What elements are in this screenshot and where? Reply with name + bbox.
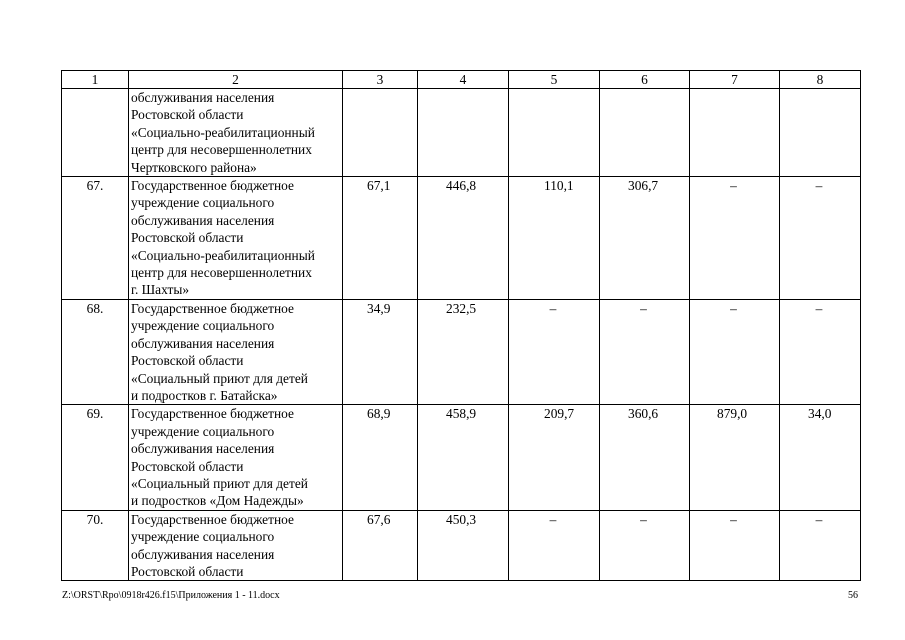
institution-name-line: обслуживания населения [131, 546, 275, 562]
value-cell: 360,6 [600, 405, 690, 510]
row-number: 68. [62, 299, 129, 404]
institution-name [129, 510, 343, 581]
value-cell: 232,5 [418, 299, 509, 404]
institution-name-line: обслуживания населения [131, 90, 275, 105]
value-cell [690, 89, 780, 177]
institution-name-line: Ростовской области [131, 353, 244, 369]
column-header: 3 [343, 71, 418, 89]
value-cell: – [600, 510, 690, 581]
value-cell: – [509, 510, 600, 581]
value-cell: – [780, 299, 861, 404]
value-cell: 879,0 [690, 405, 780, 510]
column-header: 5 [509, 71, 600, 89]
value-cell: – [690, 510, 780, 581]
institution-name [129, 89, 343, 177]
row-number: 67. [62, 177, 129, 300]
institution-name-line: Ростовской области [131, 107, 244, 123]
value-cell [418, 89, 509, 177]
institution-name-line: Государственное бюджетное [131, 300, 294, 316]
value-cell: 34,9 [343, 299, 418, 404]
value-cell: 67,1 [343, 177, 418, 300]
institution-name-line: Государственное бюджетное [131, 511, 294, 527]
value-cell: – [690, 177, 780, 300]
value-cell: 67,6 [343, 510, 418, 581]
table-row [62, 89, 861, 177]
value-cell: 450,3 [418, 510, 509, 581]
data-table [61, 70, 861, 581]
value-cell: – [509, 299, 600, 404]
column-header: 6 [600, 71, 690, 89]
column-header: 4 [418, 71, 509, 89]
institution-name-line: обслуживания населения [131, 335, 275, 351]
value-cell: 110,1 [509, 177, 600, 300]
institution-name [129, 299, 343, 404]
institution-name-line: обслуживания населения [131, 441, 275, 457]
value-cell [780, 89, 861, 177]
institution-name-line: «Социальный приют для детей [131, 475, 308, 491]
page-number: 56 [848, 590, 858, 601]
footer-file-path: Z:\ORST\Rpo\0918r426.f15\Приложения 1 - 11.docx [62, 590, 280, 601]
column-header: 8 [780, 71, 861, 89]
value-cell: 34,0 [780, 405, 861, 510]
institution-name-line: Государственное бюджетное [131, 178, 294, 194]
institution-name-line: Ростовской области [131, 563, 244, 579]
institution-name-line: центр для несовершеннолетних [131, 142, 312, 158]
institution-name-line: Ростовской области [131, 230, 244, 246]
value-cell: 68,9 [343, 405, 418, 510]
institution-name-line: учреждение социального [131, 529, 275, 545]
institution-name-line: Чертковского района» [131, 159, 257, 175]
institution-name-line: центр для несовершеннолетних [131, 265, 312, 281]
institution-name-line: Ростовской области [131, 458, 244, 474]
value-cell: – [780, 177, 861, 300]
institution-name [129, 177, 343, 300]
value-cell: – [600, 299, 690, 404]
value-cell: 446,8 [418, 177, 509, 300]
table-row [62, 510, 861, 581]
institution-name-line: г. Шахты» [131, 282, 190, 298]
column-header: 2 [129, 71, 343, 89]
institution-name-line: и подростков «Дом Надежды» [131, 493, 304, 509]
institution-name-line: обслуживания населения [131, 212, 275, 228]
row-number: 70. [62, 510, 129, 581]
column-header: 1 [62, 71, 129, 89]
row-number [62, 89, 129, 177]
institution-name-line: учреждение социального [131, 423, 275, 439]
value-cell: 306,7 [600, 177, 690, 300]
value-cell [509, 89, 600, 177]
institution-name-line: «Социально-реабилитационный [131, 247, 315, 263]
value-cell: 209,7 [509, 405, 600, 510]
table-row [62, 405, 861, 510]
institution-name-line: учреждение социального [131, 195, 275, 211]
table-row [62, 299, 861, 404]
header-row [62, 71, 861, 89]
institution-name-line: Государственное бюджетное [131, 406, 294, 422]
value-cell [343, 89, 418, 177]
row-number: 69. [62, 405, 129, 510]
institution-name [129, 405, 343, 510]
value-cell: – [690, 299, 780, 404]
table-row [62, 177, 861, 300]
value-cell [600, 89, 690, 177]
value-cell: – [780, 510, 861, 581]
institution-name-line: и подростков г. Батайска» [131, 387, 278, 403]
institution-name-line: «Социально-реабилитационный [131, 124, 315, 140]
column-header: 7 [690, 71, 780, 89]
value-cell: 458,9 [418, 405, 509, 510]
institution-name-line: учреждение социального [131, 318, 275, 334]
institution-name-line: «Социальный приют для детей [131, 370, 308, 386]
